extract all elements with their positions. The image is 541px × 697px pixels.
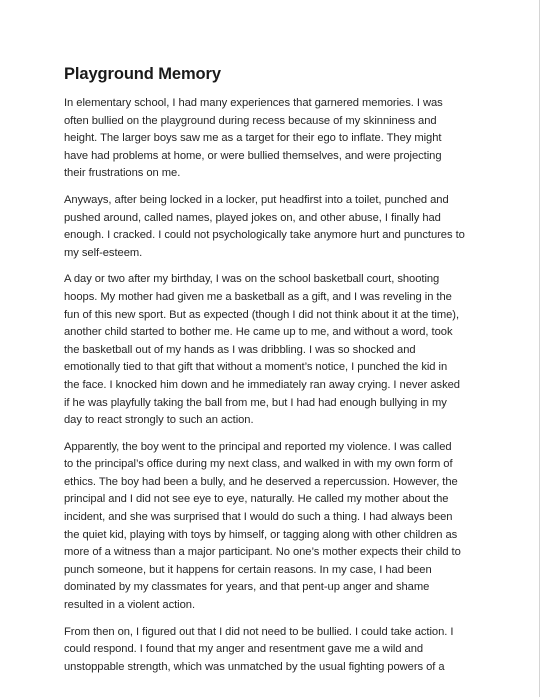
text-line: day to react strongly to such an action. bbox=[64, 414, 254, 427]
text-line: incident, and she was surprised that I would do such a thing. I had always been bbox=[64, 511, 453, 524]
text-line: pushed around, called names, played jokes on, and other abuse, I finally had bbox=[64, 211, 441, 224]
text-line: A day or two after my birthday, I was on the school basketball court, shooting bbox=[64, 273, 440, 286]
paragraph-2 bbox=[64, 192, 484, 262]
text-line: enough. I cracked. I could not psychologically take anymore hurt and punctures to bbox=[64, 229, 465, 242]
text-line: to the principal’s office during my next class, and walked in with my own form of bbox=[64, 458, 453, 471]
paragraph-1 bbox=[64, 95, 484, 183]
text-line: height. The larger boys saw me as a target for their ego to inflate. They might bbox=[64, 132, 442, 145]
text-line: principal and I did not see eye to eye, naturally. He called my mother about the bbox=[64, 493, 449, 506]
text-line: hoops. My mother had given me a basketball as a gift, and I was reveling in the bbox=[64, 290, 452, 303]
text-line: In elementary school, I had many experiences that garnered memories. I was bbox=[64, 97, 443, 109]
text-line: their frustrations on me. bbox=[64, 167, 181, 180]
text-line: ethics. The boy had been a bully, and he deserved a repercussion. However, the bbox=[64, 475, 458, 488]
text-line: my self-esteem. bbox=[64, 246, 143, 259]
text-line: if he was playfully taking the ball from me, but I had had enough bullying in my bbox=[64, 396, 447, 409]
text-line: Anyways, after being locked in a locker, put headfirst into a toilet, punched and bbox=[64, 193, 449, 206]
text-line: could respond. I found that my anger and resentment gave me a wild and bbox=[64, 643, 424, 656]
paragraph-3 bbox=[64, 271, 484, 429]
text-line: often bullied on the playground during recess because of my skinniness and bbox=[64, 114, 437, 127]
text-line: the basketball out of my hands as I was dribbling. I was so shocked and bbox=[64, 343, 416, 356]
text-line: Apparently, the boy went to the principal and reported my violence. I was called bbox=[64, 440, 452, 453]
paragraph-5 bbox=[64, 624, 484, 677]
text-line: emotionally tied to that gift that without a moment’s notice, I punched the kid in bbox=[64, 361, 448, 374]
text-line: the face. I knocked him down and he immediately ran away crying. I never asked bbox=[64, 378, 460, 391]
document-body bbox=[64, 63, 484, 685]
text-line: the quiet kid, playing with toys by himself, or tagging along with other children as bbox=[64, 528, 458, 541]
text-line: From then on, I figured out that I did not need to be bullied. I could take action. I bbox=[64, 625, 454, 638]
text-line: dominated by my classmates for years, and that pent-up anger and shame bbox=[64, 581, 430, 594]
text-line: unstoppable strength, which was unmatched by the usual fighting powers of a bbox=[64, 660, 445, 673]
text-line: more of a witness than a major participant. No one’s mother expects their child to bbox=[64, 546, 461, 559]
text-line: have had problems at home, or were bullied themselves, and were projecting bbox=[64, 149, 442, 162]
text-line: another child started to bother me. He came up to me, and without a word, took bbox=[64, 326, 453, 339]
text-line: resulted in a violent action. bbox=[64, 599, 196, 612]
text-line: punch someone, but it happens for certain reasons. In my case, I had been bbox=[64, 563, 432, 576]
paragraph-4 bbox=[64, 439, 484, 615]
document-title: Playground Memory bbox=[64, 65, 221, 83]
text-line: fun of this new sport. But as expected (though I did not think about it at the time), bbox=[64, 308, 460, 321]
